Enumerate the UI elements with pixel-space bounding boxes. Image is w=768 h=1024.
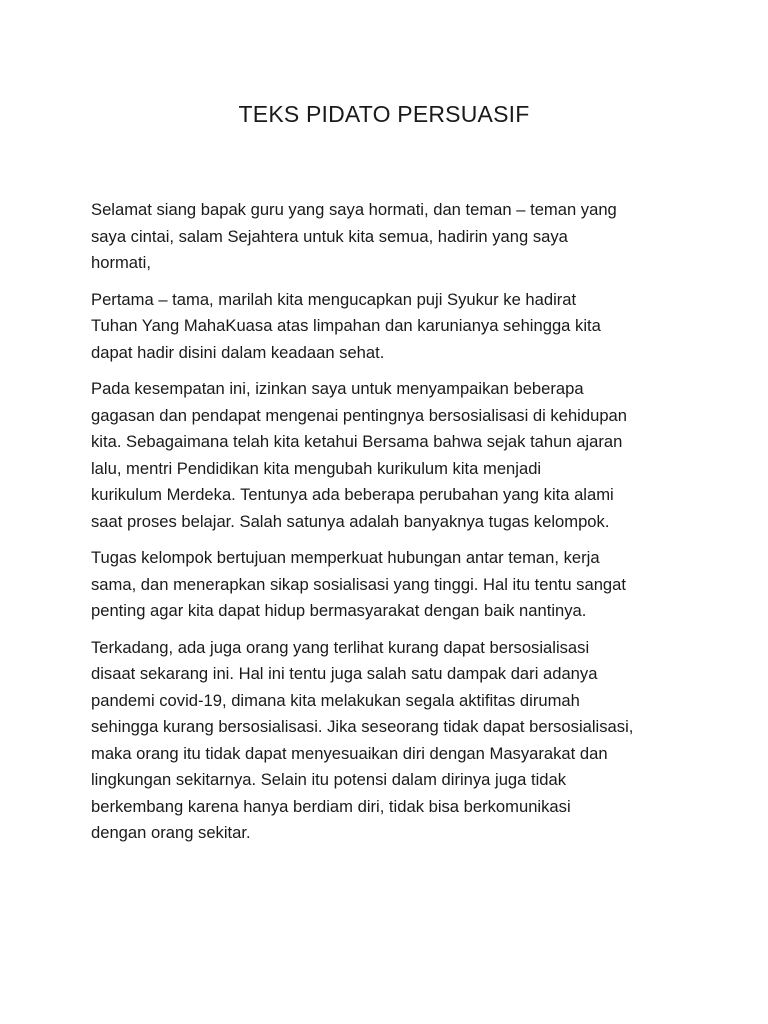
paragraph-group-task — [91, 545, 691, 625]
paragraph-line: lalu, mentri Pendidikan kita mengubah kurikulum kita menjadi — [91, 458, 542, 478]
paragraph-line: lingkungan sekitarnya. Selain itu potensi dalam dirinya juga tidak — [91, 770, 567, 789]
paragraph-socialization — [91, 635, 691, 847]
paragraph-line: kurikulum Merdeka. Tentunya ada beberapa perubahan yang kita alami — [91, 485, 614, 504]
paragraph-line: pandemi covid-19, dimana kita melakukan segala aktifitas dirumah — [91, 690, 580, 710]
paragraph-line: Tuhan Yang MahaKuasa atas limpahan dan karunianya sehingga kita — [91, 316, 601, 335]
paragraph-line: Pertama – tama, marilah kita mengucapkan puji Syukur ke hadirat — [91, 289, 577, 309]
paragraph-line: dengan orang sekitar. — [91, 823, 251, 842]
paragraph-gratitude — [91, 287, 691, 367]
paragraph-greeting — [91, 197, 691, 277]
paragraph-line: dapat hadir disini dalam keadaan sehat. — [91, 342, 385, 362]
paragraph-line: Pada kesempatan ini, izinkan saya untuk menyampaikan beberapa — [91, 379, 584, 398]
document-body — [91, 197, 691, 857]
paragraph-line: saya cintai, salam Sejahtera untuk kita semua, hadirin yang saya — [91, 226, 568, 246]
paragraph-line: berkembang karena hanya berdiam diri, tidak bisa berkomunikasi — [91, 796, 571, 816]
paragraph-opening — [91, 376, 691, 535]
paragraph-line: hormati, — [91, 253, 151, 272]
paragraph-line: Tugas kelompok bertujuan memperkuat hubungan antar teman, kerja — [91, 548, 600, 567]
paragraph-line: maka orang itu tidak dapat menyesuaikan diri dengan Masyarakat dan — [91, 743, 608, 763]
paragraph-line: penting agar kita dapat hidup bermasyarakat dengan baik nantinya. — [91, 601, 587, 620]
paragraph-line: Selamat siang bapak guru yang saya hormati, dan teman – teman yang — [91, 200, 617, 219]
paragraph-line: kita. Sebagaimana telah kita ketahui Bersama bahwa sejak tahun ajaran — [91, 432, 623, 451]
paragraph-line: sama, dan menerapkan sikap sosialisasi yang tinggi. Hal itu tentu sangat — [91, 574, 626, 594]
document-title: TEKS PIDATO PERSUASIF — [238, 101, 530, 127]
paragraph-line: sehingga kurang bersosialisasi. Jika seseorang tidak dapat bersosialisasi, — [91, 717, 634, 736]
paragraph-line: disaat sekarang ini. Hal ini tentu juga salah satu dampak dari adanya — [91, 664, 598, 683]
paragraph-line: Terkadang, ada juga orang yang terlihat kurang dapat bersosialisasi — [91, 637, 590, 657]
paragraph-line: gagasan dan pendapat mengenai pentingnya bersosialisasi di kehidupan — [91, 405, 628, 425]
paragraph-line: saat proses belajar. Salah satunya adalah banyaknya tugas kelompok. — [91, 511, 610, 531]
